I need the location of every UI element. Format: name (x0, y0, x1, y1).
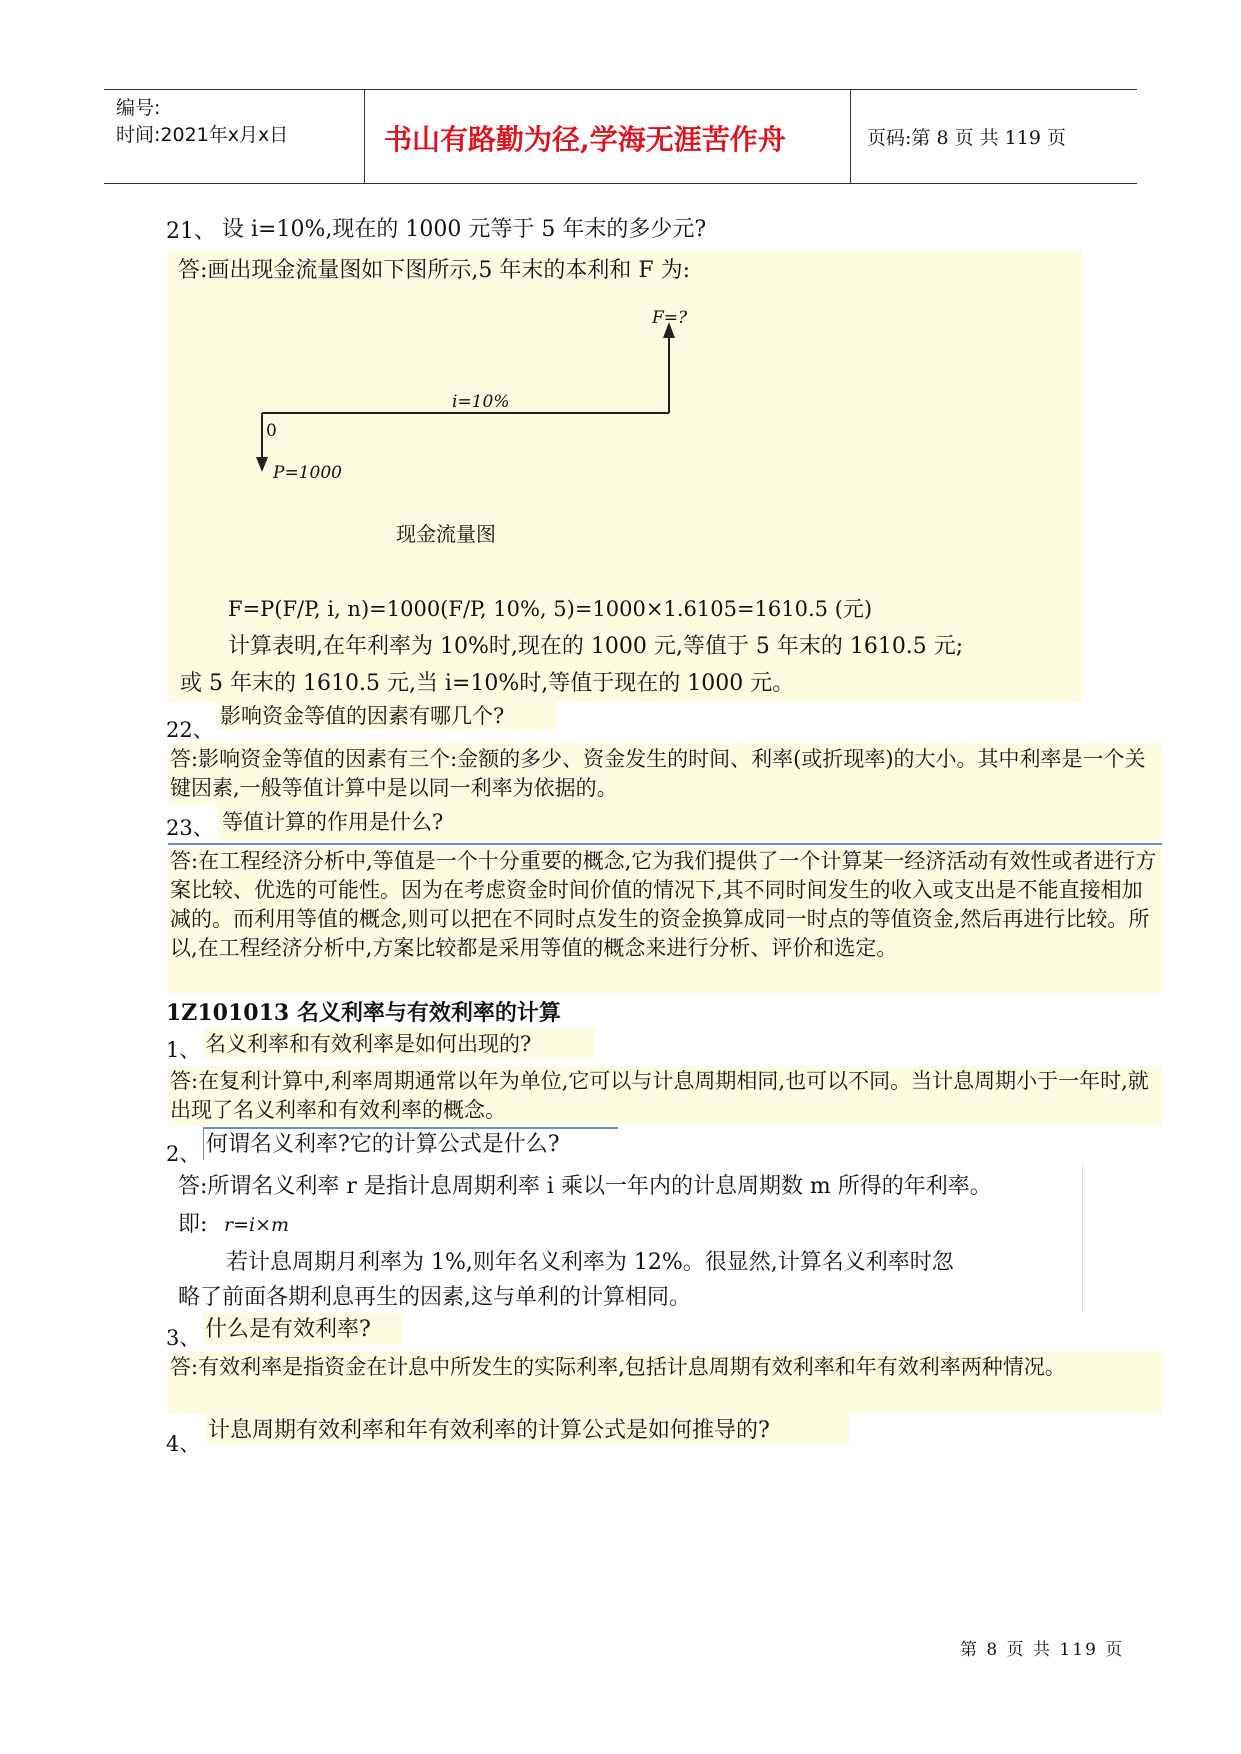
motto: 书山有路勤为径,学海无涯苦作舟 (384, 123, 786, 156)
question-number: 1、 (166, 1038, 201, 1062)
formula: F=P(F/P, i, n)=1000(F/P, 10%, 5)=1000×1.6105=1610.5 (元) (228, 597, 873, 621)
answer-text: 答:影响资金等值的因素有三个:金额的多少、资金发生的时间、利率(或折现率)的大小。其中利率是一个关键因素,一般等值计算中是以同一利率为依据的。 (170, 747, 1146, 800)
header-table (104, 89, 1137, 184)
answer-border (1082, 1165, 1083, 1312)
conclusion-line-2: 或 5 年末的 1610.5 元,当 i=10%时,等值于现在的 1000 元。 (180, 671, 795, 696)
question-text: 计息周期有效利率和年有效利率的计算公式是如何推导的? (208, 1418, 770, 1443)
answer-line-1: 答:所谓名义利率 r 是指计息周期利率 i 乘以一年内的计息周期数 m 所得的年利率。 (178, 1174, 992, 1199)
question-number: 3、 (166, 1326, 201, 1350)
header-divider (850, 90, 851, 183)
answer-text: 答:在工程经济分析中,等值是一个十分重要的概念,它为我们提供了一个计算某一经济活动有效性或者进行方案比较、优选的可能性。因为在考虑资金时间价值的情况下,其不同时间发生的收入或支出是不能直接相加减的。而利用等值的概念,则可以把在不同时点发生的资金换算成同一时点的等值资金,然后再进行比较。所以,在工程经济分析中,方案比较都是采用等值的概念来进行分析、评价和选定。 (170, 849, 1157, 960)
question-marker (203, 1127, 204, 1160)
separator-line (168, 843, 1162, 845)
present-value-arrowhead (256, 457, 268, 472)
conclusion-line-1: 计算表明,在年利率为 10%时,现在的 1000 元,等值于 5 年末的 1610.5 元; (228, 634, 964, 659)
future-value-label: F=? (652, 308, 688, 328)
time-label: 时间:2021年x月x日 (116, 124, 289, 146)
question-text: 等值计算的作用是什么? (222, 810, 444, 834)
question-number: 23、 (166, 816, 214, 840)
period-zero-label: 0 (266, 421, 277, 441)
question-text: 影响资金等值的因素有哪几个? (220, 704, 505, 728)
page-label: 页码:第 8 页 共 119 页 (867, 127, 1066, 149)
header-divider (364, 90, 365, 183)
answer-text: 答:有效利率是指资金在计息中所发生的实际利率,包括计息周期有效利率和年有效利率两种情况。 (170, 1355, 1066, 1379)
question-number: 22、 (166, 718, 214, 742)
answer-text: 答:在复利计算中,利率周期通常以年为单位,它可以与计息周期相同,也可以不同。当计息周期小于一年时,就出现了名义利率和有效利率的概念。 (170, 1069, 1149, 1122)
code-label: 编号: (116, 97, 161, 119)
question-number: 4、 (166, 1432, 201, 1456)
question-text: 什么是有效利率? (205, 1317, 371, 1342)
answer-prefix: 即: (178, 1212, 208, 1237)
interest-rate-label: i=10% (452, 392, 510, 412)
question-text: 何谓名义利率?它的计算公式是什么? (206, 1132, 560, 1157)
question-number: 21、 (166, 219, 216, 244)
question-text: 设 i=10%,现在的 1000 元等于 5 年末的多少元? (222, 217, 707, 242)
answer-formula: r=i×m (224, 1214, 290, 1236)
present-value-label: P=1000 (273, 463, 342, 483)
separator-line (203, 1127, 618, 1129)
answer-line-2: 若计息周期月利率为 1%,则年名义利率为 12%。很显然,计算名义利率时忽 (226, 1250, 954, 1275)
section-title: 1Z101013 名义利率与有效利率的计算 (166, 1000, 561, 1026)
answer-intro: 答:画出现金流量图如下图所示,5 年末的本利和 F 为: (178, 258, 691, 283)
diagram-caption: 现金流量图 (396, 522, 496, 546)
footer-page-number: 第 8 页 共 119 页 (960, 1640, 1125, 1660)
question-text: 名义利率和有效利率是如何出现的? (205, 1032, 532, 1056)
answer-line-3: 略了前面各期利息再生的因素,这与单利的计算相同。 (178, 1285, 691, 1310)
question-number: 2、 (166, 1142, 201, 1166)
